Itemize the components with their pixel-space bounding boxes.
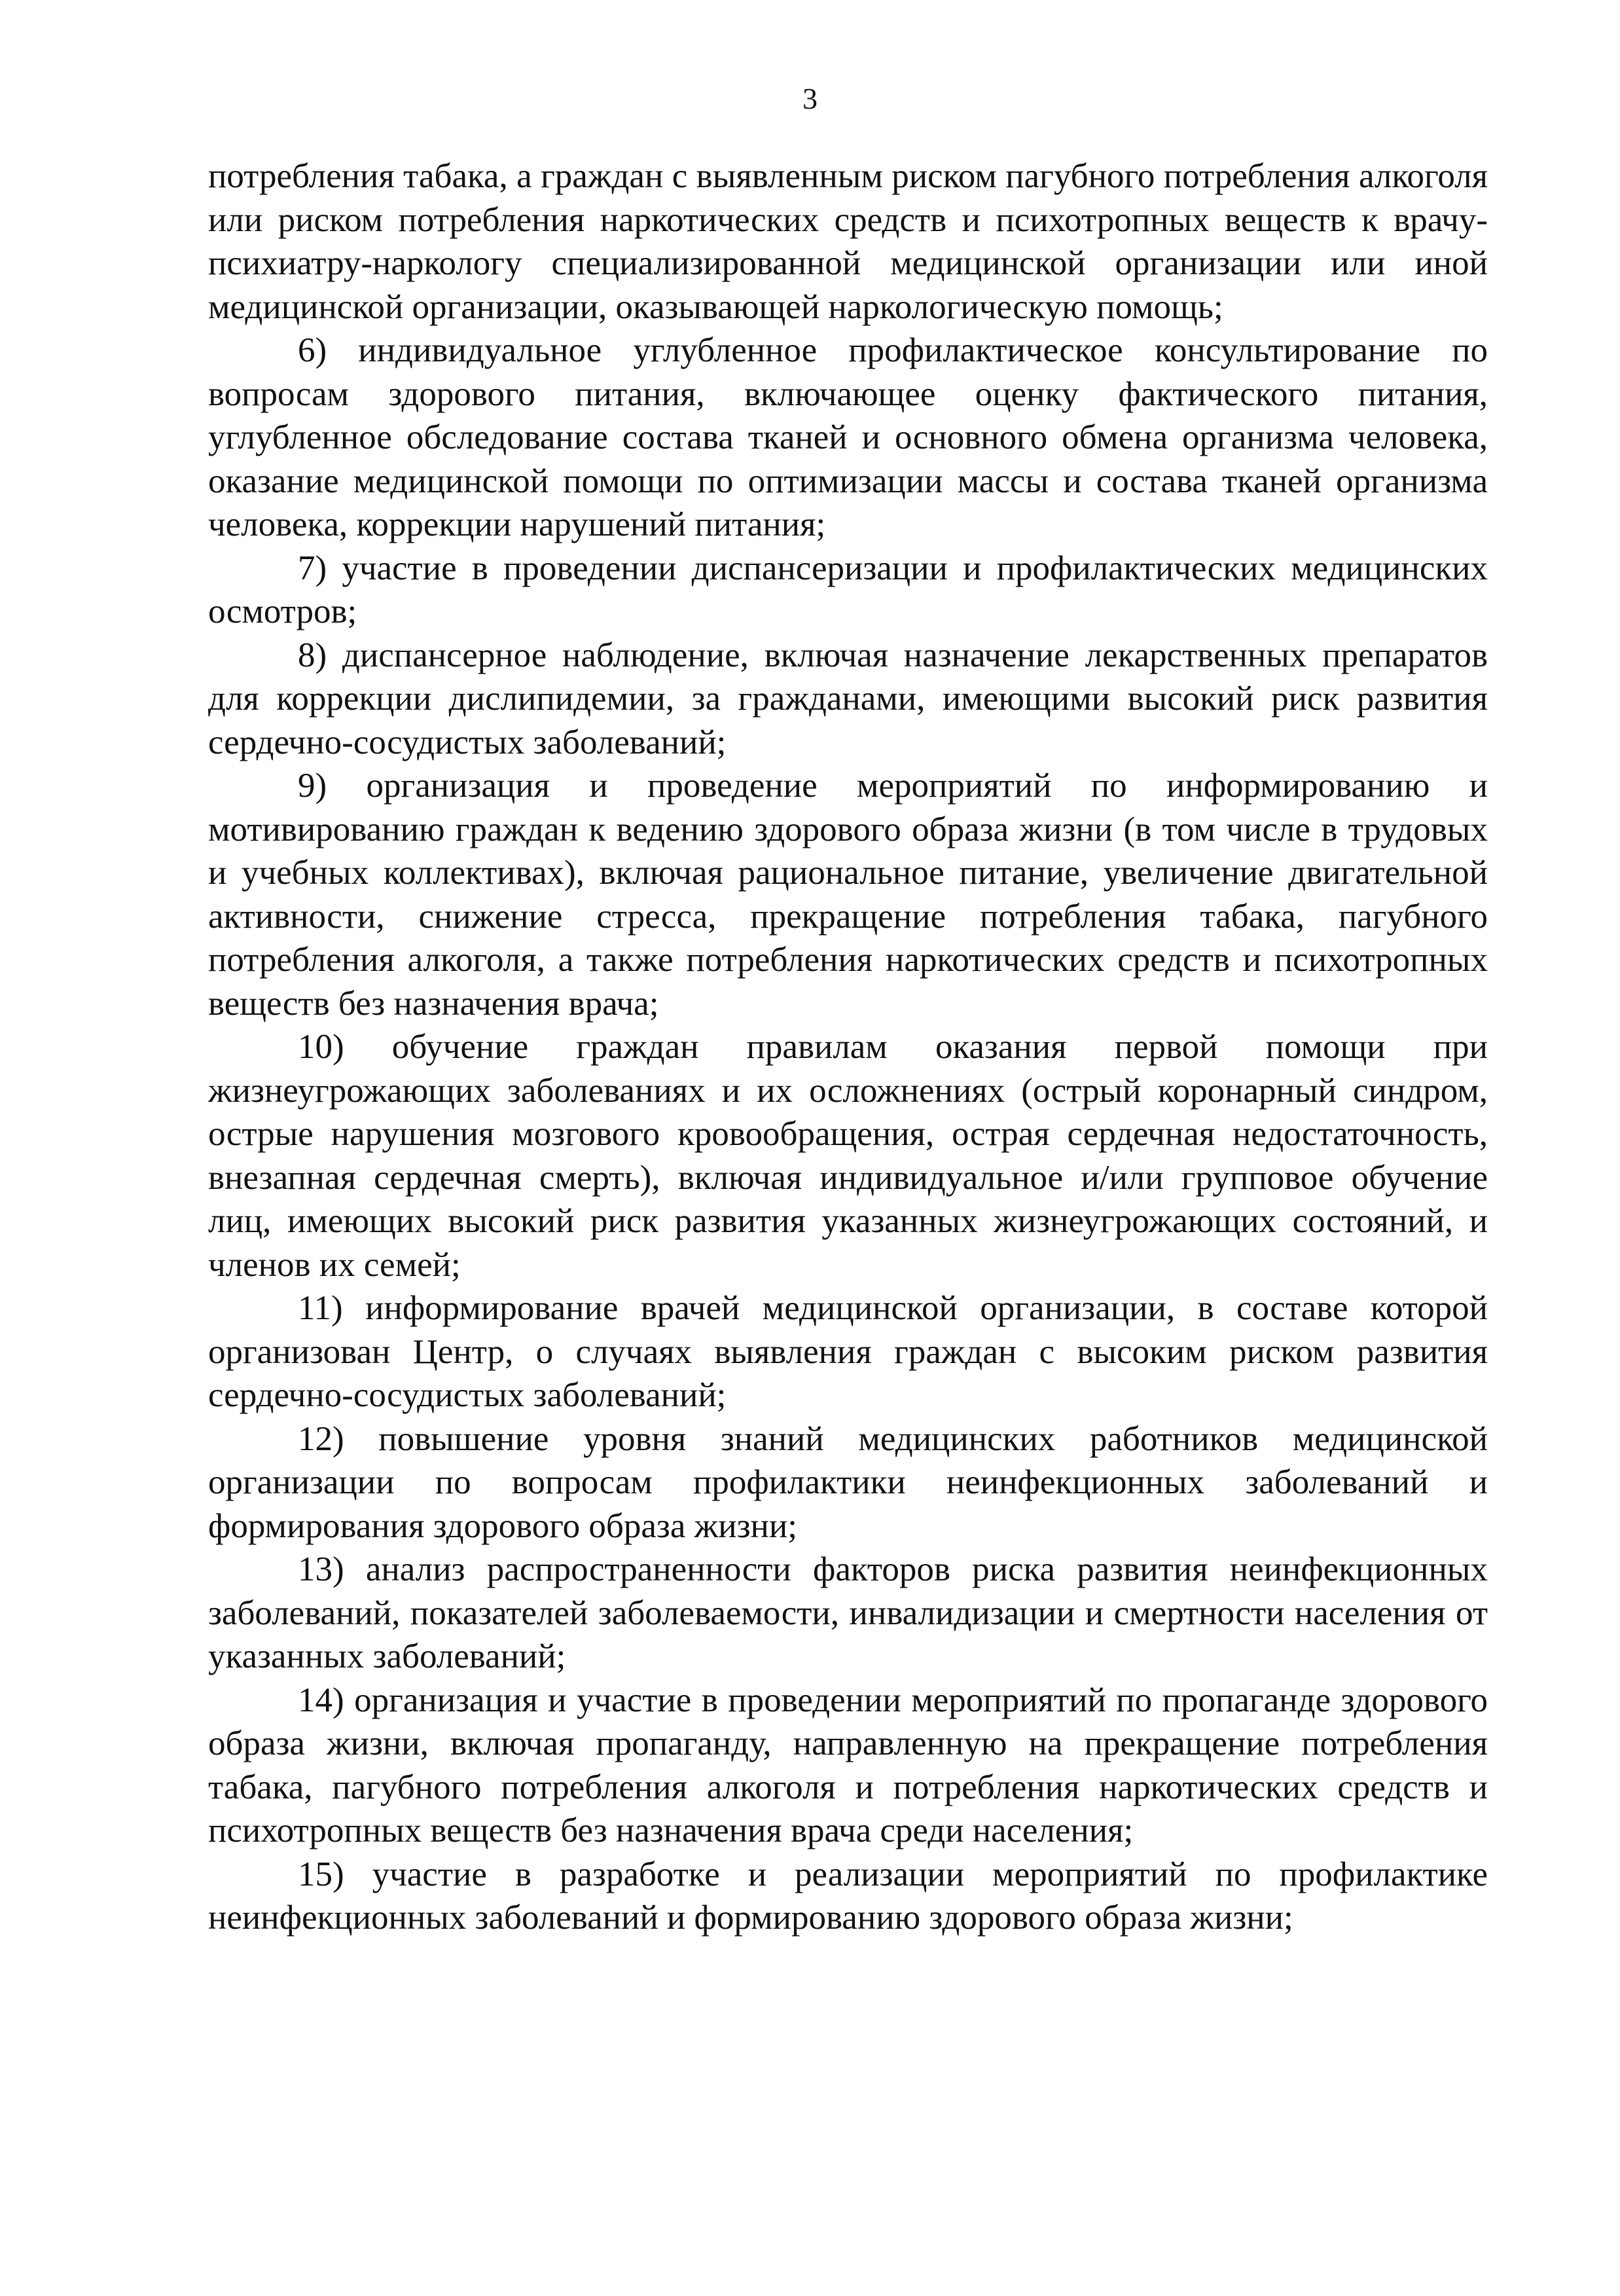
list-item-15: 15) участие в разработке и реализации мероприятий по профилактике неинфекционных заболеваний и формированию здорового образа жизни; <box>208 1855 1488 1937</box>
list-item-10: 10) обучение граждан правилам оказания первой помощи при жизнеугрожающих заболеваниях и их осложнениях (острый коронарный синдром, острые нарушения мозгового кровообращения, острая сердечная недостаточность, внезапная сердечная смерть), включая индивидуальное и/или групповое обучение лиц, имеющих высокий риск развития указанных жизнеугрожающих состояний, и членов их семей; <box>208 1028 1488 1284</box>
list-item-7: 7) участие в проведении диспансеризации и профилактических медицинских осмотров; <box>208 549 1488 630</box>
list-item-13: 13) анализ распространенности факторов риска развития неинфекционных заболеваний, показателей заболеваемости, инвалидизации и смертности населения от указанных заболеваний; <box>208 1550 1488 1675</box>
list-item-14: 14) организация и участие в проведении мероприятий по пропаганде здорового образа жизни, включая пропаганду, направленную на прекращение потребления табака, пагубного потребления алкоголя и потребления наркотических средств и психотропных веществ без назначения врача среди населения; <box>208 1681 1488 1850</box>
list-item-6: 6) индивидуальное углубленное профилактическое консультирование по вопросам здорового питания, включающее оценку фактического питания, углубленное обследование состава тканей и основного обмена организма человека, оказание медицинской помощи по оптимизации массы и состава тканей организма человека, коррекции нарушений питания; <box>208 331 1488 543</box>
page-number: 3 <box>802 82 818 115</box>
list-item-11: 11) информирование врачей медицинской организации, в составе которой организован Центр, о случаях выявления граждан с высоким риском развития сердечно-сосудистых заболеваний; <box>208 1289 1488 1414</box>
paragraph-continuation: потребления табака, а граждан с выявленным риском пагубного потребления алкоголя или риском потребления наркотических средств и психотропных веществ к врачу-психиатру-наркологу специализированной медицинской организации или иной медицинской организации, оказывающей наркологическую помощь; <box>208 157 1488 326</box>
list-item-12: 12) повышение уровня знаний медицинских работников медицинской организации по вопросам профилактики неинфекционных заболеваний и формирования здорового образа жизни; <box>208 1419 1488 1545</box>
list-item-8: 8) диспансерное наблюдение, включая назначение лекарственных препаратов для коррекции дислипидемии, за гражданами, имеющими высокий риск развития сердечно-сосудистых заболеваний; <box>208 636 1488 761</box>
document-body <box>208 155 1488 1940</box>
list-item-9: 9) организация и проведение мероприятий по информированию и мотивированию граждан к ведению здорового образа жизни (в том числе в трудовых и учебных коллективах), включая рациональное питание, увеличение двигательной активности, снижение стресса, прекращение потребления табака, пагубного потребления алкоголя, а также потребления наркотических средств и психотропных веществ без назначения врача; <box>208 767 1488 1023</box>
